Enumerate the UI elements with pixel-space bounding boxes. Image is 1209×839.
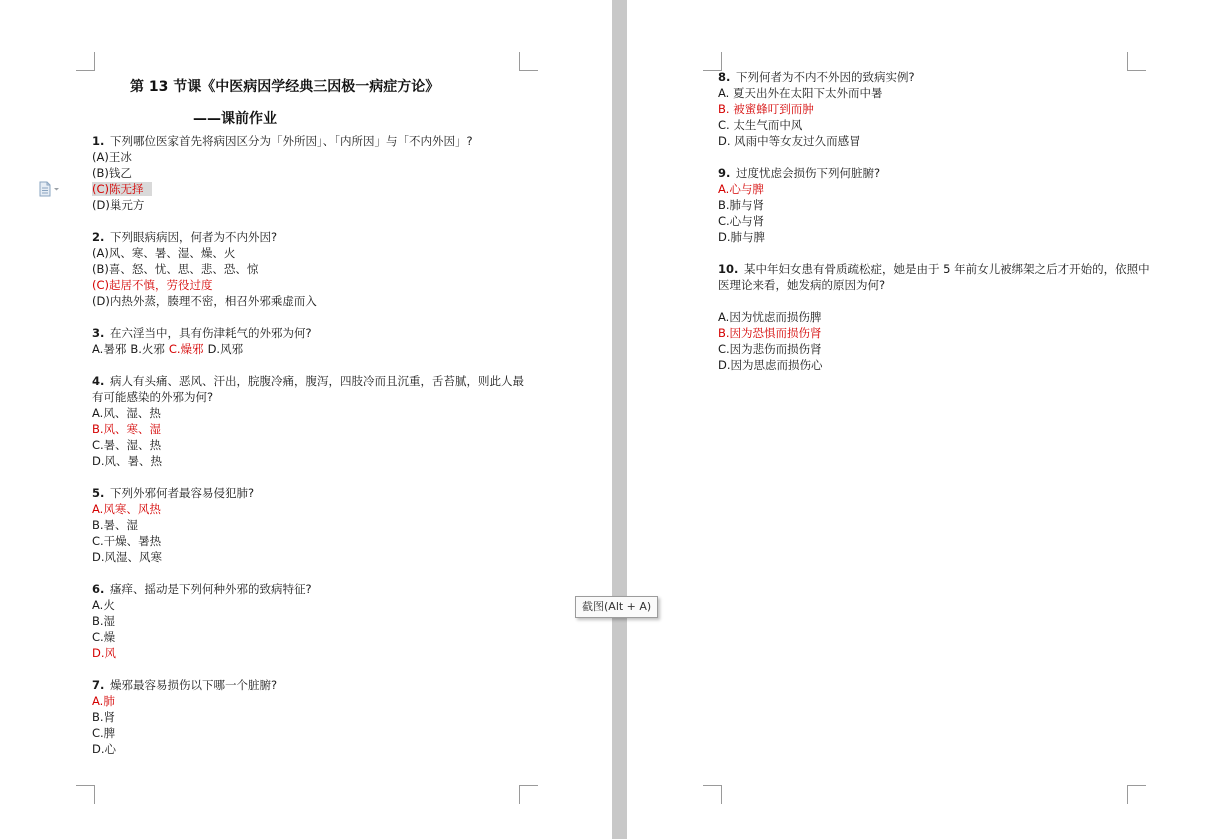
- crop-mark: [1127, 785, 1146, 804]
- question-stem: 2. 下列眼病病因，何者为不内外因?: [92, 230, 278, 244]
- question-stem: 4. 病人有头痛、恶风、汗出，脘腹冷痛，腹泻，四肢冷而且沉重，舌苔腻，则此人最有可能感染的外邪为何?: [92, 374, 525, 404]
- option-correct: A.风寒、风热: [92, 502, 161, 516]
- question: [92, 133, 532, 213]
- option: C.脾: [92, 726, 116, 740]
- document-icon[interactable]: [38, 181, 60, 197]
- option: D.风、暑、热: [92, 454, 163, 468]
- question: [718, 69, 1158, 149]
- crop-mark: [76, 52, 95, 71]
- question-stem: 9. 过度忧虑会损伤下列何脏腑?: [718, 166, 881, 180]
- option: C.心与肾: [718, 214, 765, 228]
- option: C. 太生气而中风: [718, 118, 803, 132]
- question-stem: 8. 下列何者为不内不外因的致病实例?: [718, 70, 915, 84]
- inline-options: [92, 341, 532, 357]
- option-correct: D.风: [92, 646, 117, 660]
- question-list-left: [92, 133, 532, 773]
- screenshot-tooltip: 截图(Alt + A): [575, 596, 658, 618]
- option: D.因为思虑而损伤心: [718, 358, 823, 372]
- crop-mark: [519, 52, 538, 71]
- option: A.暑邪: [92, 342, 127, 356]
- question-stem: 7. 燥邪最容易损伤以下哪一个脏腑?: [92, 678, 278, 692]
- option-correct: (C)起居不慎，劳役过度: [92, 278, 213, 292]
- question: [718, 261, 1158, 373]
- crop-mark: [519, 785, 538, 804]
- option: C.暑、湿、热: [92, 438, 162, 452]
- question: [92, 229, 532, 309]
- chevron-down-icon: [54, 188, 59, 191]
- option: (D)内热外蒸，腠理不密，相召外邪乘虚而入: [92, 294, 317, 308]
- option: (A)风、寒、暑、湿、燥、火: [92, 246, 236, 260]
- question: [92, 373, 532, 469]
- question-stem: 3. 在六淫当中，具有伤津耗气的外邪为何?: [92, 326, 312, 340]
- option-correct: A.心与脾: [718, 182, 764, 196]
- option: D.肺与脾: [718, 230, 766, 244]
- option: (D)巢元方: [92, 198, 145, 212]
- option: C.燥: [92, 630, 116, 644]
- option: B.湿: [92, 614, 116, 628]
- document-title: 第 13 节课《中医病因学经典三因极一病症方论》: [130, 79, 440, 95]
- question-stem: 5. 下列外邪何者最容易侵犯肺?: [92, 486, 255, 500]
- crop-mark: [76, 785, 95, 804]
- option: B.肾: [92, 710, 116, 724]
- question: [718, 165, 1158, 245]
- page-gutter: [612, 0, 627, 839]
- crop-mark: [703, 785, 722, 804]
- option: (B)钱乙: [92, 166, 132, 180]
- question: [92, 581, 532, 661]
- option: (B)喜、怒、忧、思、悲、恐、惊: [92, 262, 259, 276]
- question-stem: 1. 下列哪位医家首先将病因区分为「外所因」、「内所因」与「不内外因」?: [92, 134, 473, 148]
- option: C.干燥、暑热: [92, 534, 162, 548]
- option-correct: C.燥邪: [168, 342, 204, 356]
- option: B.火邪: [130, 342, 165, 356]
- option-correct: B. 被蜜蜂叮到而肿: [718, 102, 814, 116]
- option-correct: [92, 181, 532, 197]
- option-correct: B.因为恐惧而损伤肾: [718, 326, 822, 340]
- question-stem: 10. 某中年妇女患有骨质疏松症，她是由于 5 年前女儿被绑架之后才开始的，依照中医理论来看，她发病的原因为何?: [718, 262, 1150, 292]
- question: [92, 485, 532, 565]
- option: A. 夏天出外在太阳下太外而中暑: [718, 86, 883, 100]
- option: C.因为悲伤而损伤肾: [718, 342, 822, 356]
- option: B.暑、湿: [92, 518, 139, 532]
- option: (A)王冰: [92, 150, 132, 164]
- option: D.风湿、风寒: [92, 550, 163, 564]
- option: A.火: [92, 598, 115, 612]
- option: A.因为忧虑而损伤脾: [718, 310, 822, 324]
- option: D.心: [92, 742, 117, 756]
- highlighted-answer: (C)陈无择: [92, 182, 152, 196]
- option: A.风、湿、热: [92, 406, 161, 420]
- question-list-right: [718, 69, 1158, 389]
- question: [92, 325, 532, 357]
- document-subtitle: ——课前作业: [193, 111, 277, 127]
- question: [92, 677, 532, 757]
- option: B.肺与肾: [718, 198, 765, 212]
- question-stem: 6. 瘙痒、摇动是下列何种外邪的致病特征?: [92, 582, 312, 596]
- option-correct: B.风、寒、湿: [92, 422, 162, 436]
- option: D.风邪: [207, 342, 244, 356]
- option: D. 风雨中等女友过久而感冒: [718, 134, 861, 148]
- option-correct: A.肺: [92, 694, 115, 708]
